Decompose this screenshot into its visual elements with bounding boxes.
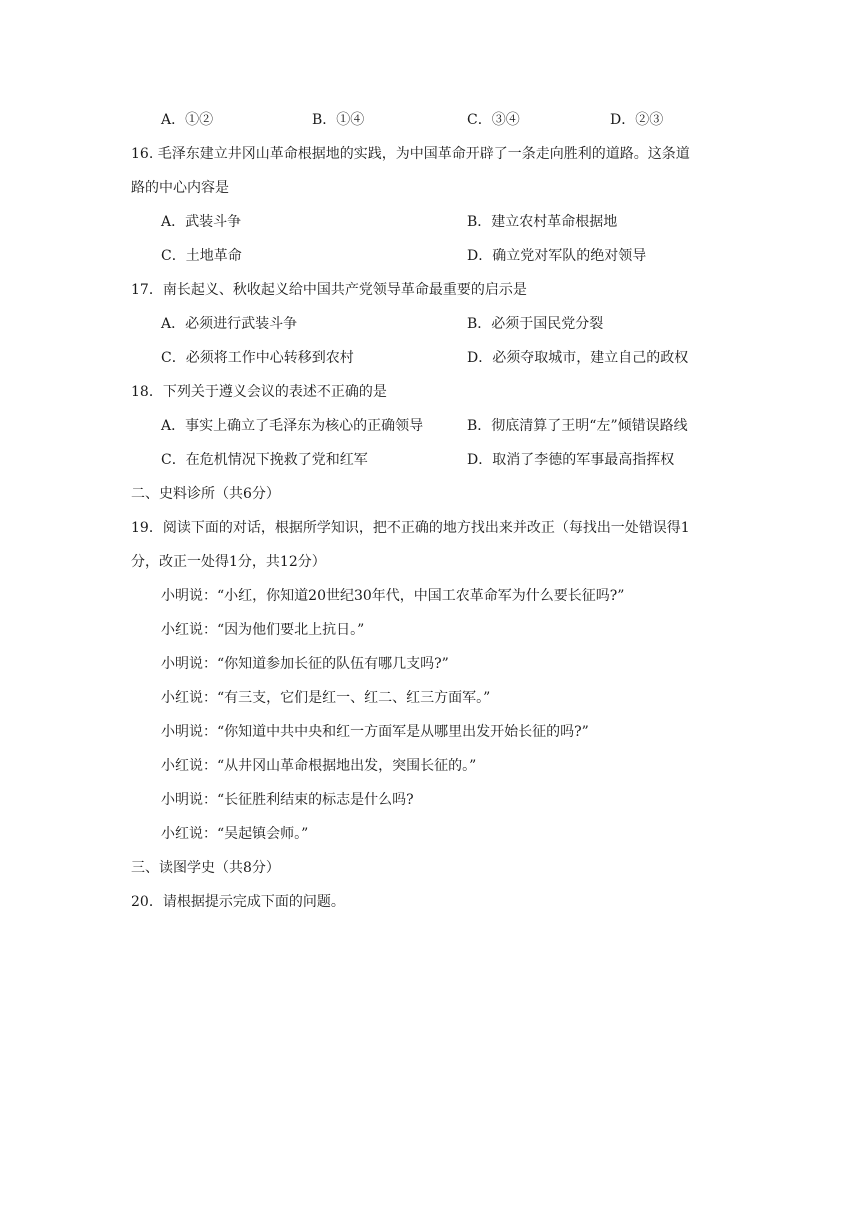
dialog-line: 小红说：“因为他们要北上抗日。”	[161, 622, 365, 638]
q16-option-b: B．建立农村革命根据地	[467, 214, 618, 230]
q17-option-a: A．必须进行武装斗争	[161, 316, 298, 332]
q16-stem-line1: 16. 毛泽东建立井冈山革命根据地的实践，为中国革命开辟了一条走向胜利的道路。这条道	[131, 146, 690, 162]
q18-option-d: D．取消了李德的军事最高指挥权	[467, 452, 675, 468]
dialog-line: 小红说：“吴起镇会师。”	[161, 826, 309, 842]
q18-option-b: B．彻底清算了王明“左”倾错误路线	[467, 418, 688, 434]
q15-option-d: D．②③	[610, 112, 664, 128]
q19-stem-line2: 分，改正一处得1分，共12分）	[131, 554, 326, 570]
q19-stem-line1: 19．阅读下面的对话，根据所学知识，把不正确的地方找出来并改正（每找出一处错误得1	[131, 520, 690, 536]
q16-option-a: A．武装斗争	[161, 214, 242, 230]
dialog-line: 小明说：“长征胜利结束的标志是什么吗?	[161, 792, 414, 808]
section-3-heading: 三、读图学史（共8分）	[131, 860, 280, 876]
q17-option-d: D．必须夺取城市，建立自己的政权	[467, 350, 689, 366]
q15-option-c: C．③④	[467, 112, 520, 128]
dialog-line: 小红说：“从井冈山革命根据地出发，突围长征的。”	[161, 758, 477, 774]
q16-option-d: D．确立党对军队的绝对领导	[467, 248, 647, 264]
q16-option-c: C．土地革命	[161, 248, 242, 264]
q20-stem: 20．请根据提示完成下面的问题。	[131, 894, 345, 910]
dialog-line: 小明说：“你知道参加长征的队伍有哪几支吗?”	[161, 656, 449, 672]
q15-option-a: A．①②	[161, 112, 214, 128]
q15-option-b: B．①④	[312, 112, 365, 128]
section-2-heading: 二、史料诊所（共6分）	[131, 486, 280, 502]
q18-option-a: A．事实上确立了毛泽东为核心的正确领导	[161, 418, 424, 434]
q18-option-c: C．在危机情况下挽救了党和红军	[161, 452, 368, 468]
dialog-line: 小明说：“你知道中共中央和红一方面军是从哪里出发开始长征的吗?”	[161, 724, 589, 740]
q17-option-b: B．必须于国民党分裂	[467, 316, 604, 332]
dialog-line: 小明说：“小红，你知道20世纪30年代，中国工农革命军为什么要长征吗?”	[161, 588, 625, 604]
q16-stem-line2: 路的中心内容是	[131, 180, 229, 196]
dialog-line: 小红说：“有三支，它们是红一、红二、红三方面军。”	[161, 690, 491, 706]
q17-option-c: C．必须将工作中心转移到农村	[161, 350, 354, 366]
q17-stem: 17．南长起义、秋收起义给中国共产党领导革命最重要的启示是	[131, 282, 527, 298]
q18-stem: 18．下列关于遵义会议的表述不正确的是	[131, 384, 387, 400]
